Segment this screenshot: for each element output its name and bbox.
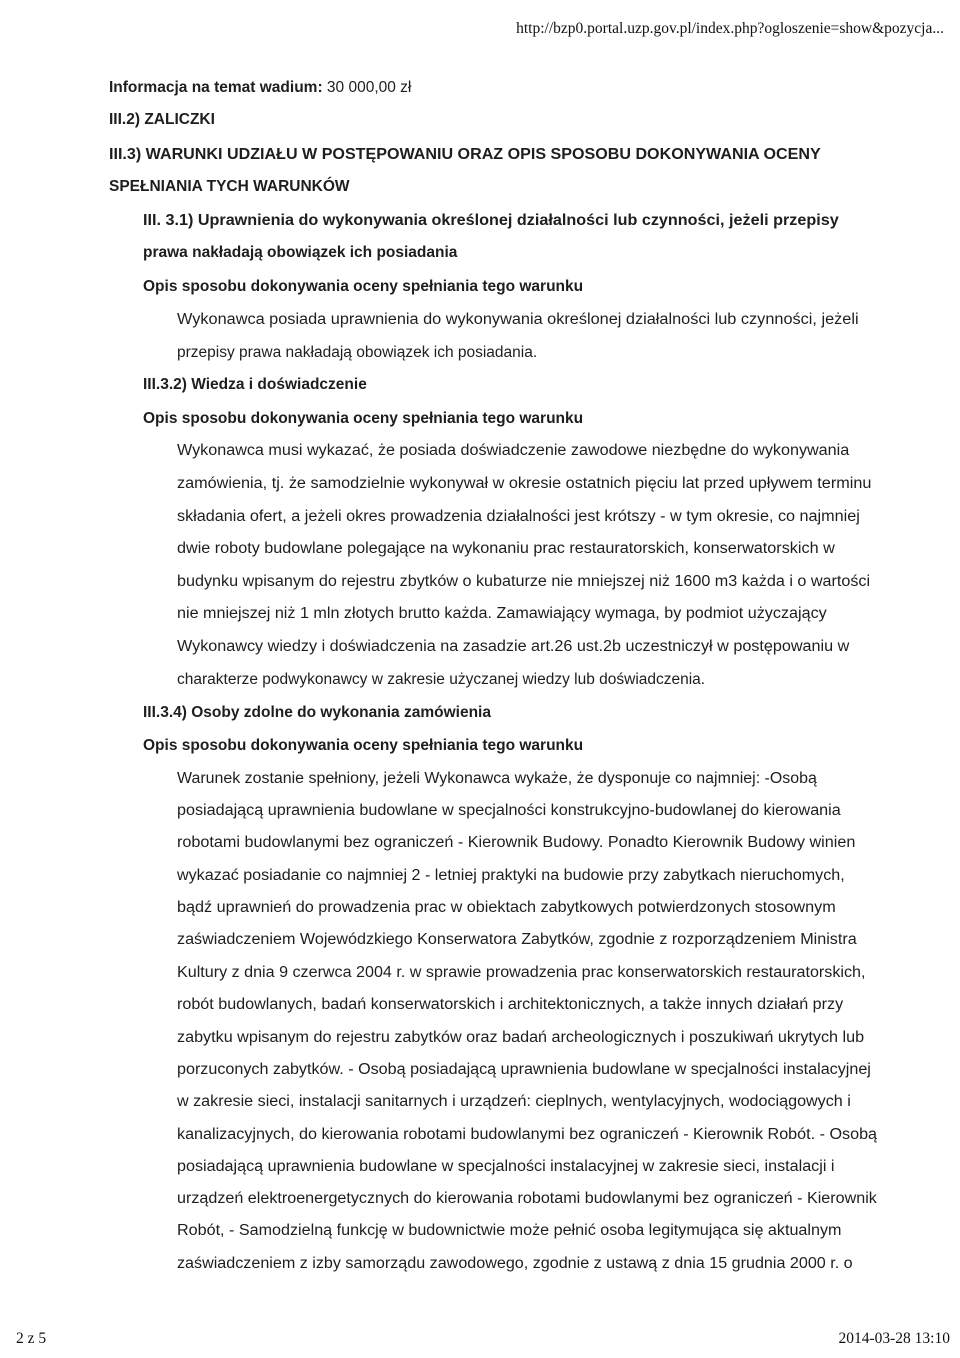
text-line (177, 638, 849, 656)
bold-text: III.3) WARUNKI UDZIAŁU W POSTĘPOWANIU ORAZ OPIS SPOSOBU DOKONYWANIA OCENY (109, 146, 821, 163)
text-line (177, 931, 857, 949)
bold-text: Opis sposobu dokonywania oceny spełniania tego warunku (143, 737, 584, 754)
text-line (177, 770, 817, 788)
text-line (109, 178, 350, 196)
bold-text: III. 3.1) Uprawnienia do wykonywania określonej działalności lub czynności, jeżeli przepisy (143, 212, 839, 229)
bold-text: Opis sposobu dokonywania oceny spełniania tego warunku (143, 278, 584, 295)
text-line (143, 244, 457, 262)
text-line (143, 410, 583, 428)
print-datetime: 2014-03-28 13:10 (838, 1330, 950, 1347)
text-line (177, 964, 865, 982)
text-line (143, 376, 367, 394)
text: Kultury z dnia 9 czerwca 2004 r. w sprawie prowadzenia prac konserwatorskich restauratorskich, (177, 964, 866, 981)
text: nie mniejszej niż 1 mln złotych brutto każda. Zamawiający wymaga, by podmiot użyczający (177, 605, 827, 622)
text-line (177, 802, 841, 820)
bold-text: III.3.4) Osoby zdolne do wykonania zamówienia (143, 704, 491, 721)
text: Wykonawca musi wykazać, że posiada doświadczenie zawodowe niezbędne do wykonywania (177, 442, 850, 459)
text-line (109, 146, 821, 164)
text: bądź uprawnień do prowadzenia prac w obiektach zabytkowych potwierdzonych stosownym (177, 899, 836, 916)
bold-text: Opis sposobu dokonywania oceny spełniania tego warunku (143, 410, 584, 427)
text-line (177, 475, 871, 493)
page-number: 2 z 5 (16, 1330, 47, 1347)
text: Robót, - Samodzielną funkcję w budownictwie może pełnić osoba legitymująca się aktualnym (177, 1222, 842, 1239)
text-line (177, 867, 845, 885)
text: w zakresie sieci, instalacji sanitarnych i urządzeń: cieplnych, wentylacyjnych, wodociągowych i (177, 1093, 851, 1110)
text: Wykonawcy wiedzy i doświadczenia na zasadzie art.26 ust.2b uczestniczył w postępowaniu w (177, 638, 850, 655)
text: porzuconych zabytków. - Osobą posiadającą uprawnienia budowlane w specjalności instalacyjnej (177, 1061, 871, 1078)
text-line (177, 442, 849, 460)
text: urządzeń elektroenergetycznych do kierowania robotami budowlanymi bez ograniczeń - Kierownik (177, 1190, 877, 1207)
text: budynku wpisanym do rejestru zbytków o kubaturze nie mniejszej niż 1600 m3 każda i o wartości (177, 573, 871, 590)
text: Wykonawca posiada uprawnienia do wykonywania określonej działalności lub czynności, jeżeli (177, 311, 859, 328)
text: zaświadczeniem z izby samorządu zawodowego, zgodnie z ustawą z dnia 15 grudnia 2000 r. o (177, 1255, 853, 1272)
text: przepisy prawa nakładają obowiązek ich posiadania. (177, 344, 538, 361)
text-line (177, 899, 836, 917)
text-line (177, 1093, 851, 1111)
text-line (109, 79, 411, 97)
text: posiadającą uprawnienia budowlane w specjalności instalacyjnej w zakresie sieci, instalacji i (177, 1158, 835, 1175)
text-line (143, 278, 583, 296)
text-line (177, 311, 859, 329)
text-line (177, 1061, 871, 1079)
text-line (177, 1029, 864, 1047)
text-line (143, 737, 583, 755)
bold-text: III.2) ZALICZKI (109, 111, 215, 128)
text-line (177, 1126, 877, 1144)
text-line (177, 671, 705, 689)
text: dwie roboty budowlane polegające na wykonaniu prac restauratorskich, konserwatorskich w (177, 540, 835, 557)
bold-text: Informacja na temat wadium: (109, 79, 323, 96)
text: składania ofert, a jeżeli okres prowadzenia działalności jest krótszy - w tym okresie, co najmniej (177, 508, 860, 525)
text-line (177, 344, 537, 362)
text: kanalizacyjnych, do kierowania robotami budowlanymi bez ograniczeń - Kierownik Robót. - Osobą (177, 1126, 878, 1143)
text: robót budowlanych, badań konserwatorskich i architektonicznych, a także innych działań przy (177, 996, 844, 1013)
text-line (177, 996, 843, 1014)
text: zamówienia, tj. że samodzielnie wykonywał w okresie ostatnich pięciu lat przed upływem terminu (177, 475, 872, 492)
text: robotami budowlanymi bez ograniczeń - Kierownik Budowy. Ponadto Kierownik Budowy winien (177, 834, 856, 851)
text-line (177, 834, 855, 852)
text-line (177, 540, 835, 558)
text-line (143, 704, 491, 722)
page-url: http://bzp0.portal.uzp.gov.pl/index.php?ogloszenie=show&pozycja... (516, 20, 944, 37)
text: charakterze podwykonawcy w zakresie użyczanej wiedzy lub doświadczenia. (177, 671, 706, 688)
text-line (143, 212, 839, 230)
text-line (177, 605, 827, 623)
text-line (177, 1158, 834, 1176)
bold-text: III.3.2) Wiedza i doświadczenie (143, 376, 367, 393)
text: zabytku wpisanym do rejestru zabytków oraz badań archeologicznych i poszukiwań ukrytych lub (177, 1029, 865, 1046)
text: Warunek zostanie spełniony, jeżeli Wykonawca wykaże, że dysponuje co najmniej: -Osobą (177, 770, 817, 787)
bold-text: SPEŁNIANIA TYCH WARUNKÓW (109, 178, 350, 195)
text: wykazać posiadanie co najmniej 2 - letniej praktyki na budowie przy zabytkach nieruchomych, (177, 867, 845, 884)
text-line (177, 508, 860, 526)
text: zaświadczeniem Wojewódzkiego Konserwatora Zabytków, zgodnie z rozporządzeniem Ministra (177, 931, 857, 948)
text: posiadającą uprawnienia budowlane w specjalności konstrukcyjno-budowlanej do kierowania (177, 802, 841, 819)
text-line (177, 1222, 841, 1240)
text-line (109, 111, 215, 129)
text-line (177, 1255, 853, 1273)
text-line (177, 1190, 877, 1208)
bold-text: prawa nakładają obowiązek ich posiadania (143, 244, 458, 261)
text: 30 000,00 zł (322, 79, 412, 96)
text-line (177, 573, 870, 591)
